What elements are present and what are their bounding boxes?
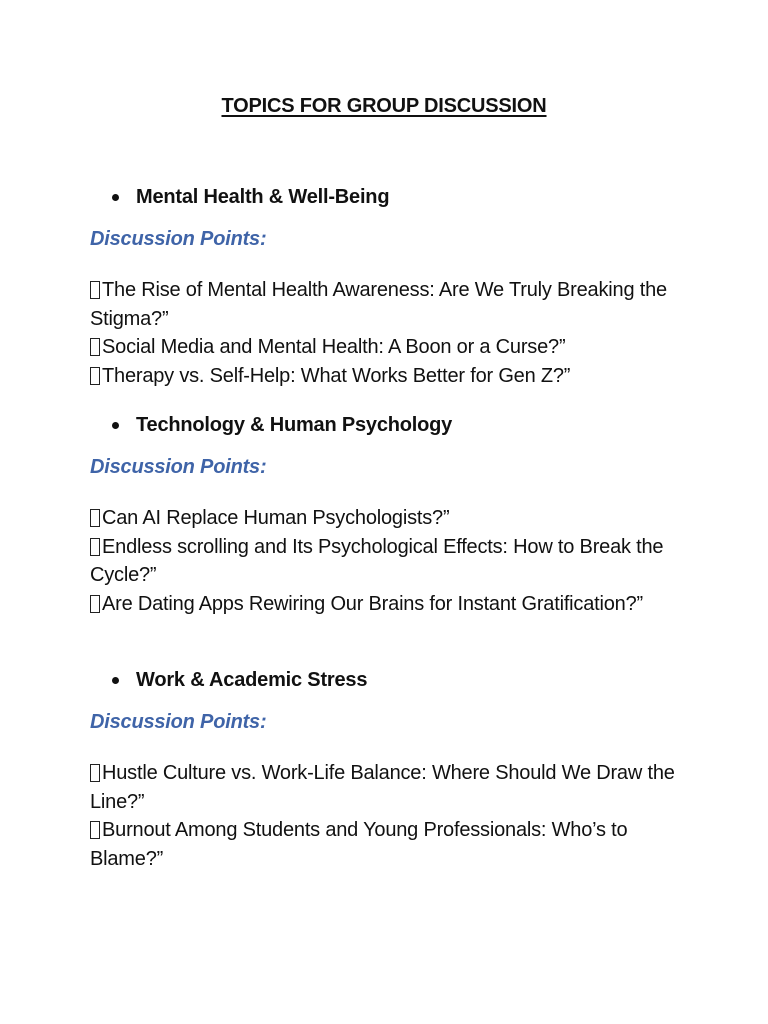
missing-glyph-icon bbox=[90, 538, 100, 556]
discussion-point bbox=[90, 504, 690, 533]
discussion-point-text: Burnout Among Students and Young Professionals: Who’s to Blame?” bbox=[90, 819, 628, 870]
discussion-point bbox=[90, 333, 690, 362]
discussion-points-label: Discussion Points: bbox=[90, 711, 267, 733]
discussion-point-text: The Rise of Mental Health Awareness: Are We Truly Breaking the Stigma?” bbox=[90, 279, 667, 330]
discussion-points-list bbox=[90, 759, 690, 873]
section-heading bbox=[112, 665, 367, 695]
document-title: TOPICS FOR GROUP DISCUSSION bbox=[221, 95, 547, 117]
missing-glyph-icon bbox=[90, 764, 100, 782]
bullet-icon bbox=[112, 677, 119, 684]
missing-glyph-icon bbox=[90, 821, 100, 839]
section-heading bbox=[112, 410, 452, 440]
discussion-point-text: Are Dating Apps Rewiring Our Brains for Instant Gratification?” bbox=[102, 592, 643, 615]
bullet-icon bbox=[112, 422, 119, 429]
section-heading-text: Technology & Human Psychology bbox=[136, 413, 453, 436]
discussion-points-list bbox=[90, 504, 690, 618]
discussion-points-list bbox=[90, 276, 690, 390]
section-heading bbox=[112, 182, 389, 212]
discussion-point-text: Endless scrolling and Its Psychological Effects: How to Break the Cycle?” bbox=[90, 535, 664, 586]
discussion-points-label: Discussion Points: bbox=[90, 456, 267, 478]
bullet-icon bbox=[112, 194, 119, 201]
discussion-point bbox=[90, 533, 690, 590]
section-heading-text: Work & Academic Stress bbox=[136, 668, 368, 691]
discussion-point-text: Therapy vs. Self-Help: What Works Better for Gen Z?” bbox=[102, 364, 571, 387]
discussion-point-text: Can AI Replace Human Psychologists?” bbox=[102, 507, 450, 529]
discussion-point bbox=[90, 276, 690, 333]
discussion-point bbox=[90, 590, 690, 619]
discussion-points-label: Discussion Points: bbox=[90, 228, 267, 250]
discussion-point-text: Social Media and Mental Health: A Boon or a Curse?” bbox=[102, 336, 566, 358]
missing-glyph-icon bbox=[90, 595, 100, 613]
discussion-point bbox=[90, 816, 690, 873]
missing-glyph-icon bbox=[90, 367, 100, 385]
discussion-point bbox=[90, 362, 690, 391]
discussion-point bbox=[90, 759, 690, 816]
section-heading-text: Mental Health & Well-Being bbox=[136, 185, 390, 208]
discussion-point-text: Hustle Culture vs. Work-Life Balance: Where Should We Draw the Line?” bbox=[90, 762, 675, 813]
missing-glyph-icon bbox=[90, 281, 100, 299]
missing-glyph-icon bbox=[90, 338, 100, 356]
missing-glyph-icon bbox=[90, 509, 100, 527]
